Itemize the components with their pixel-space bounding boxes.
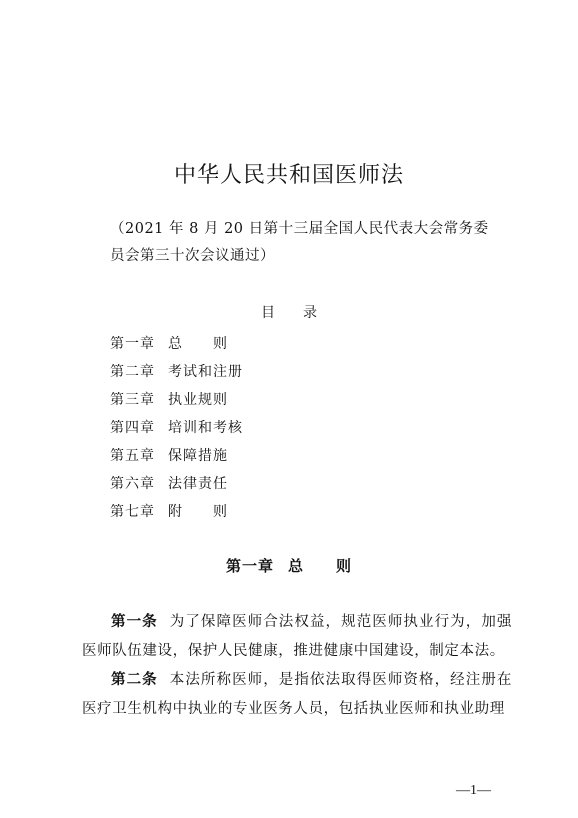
toc-chapter-name: 总 则: [168, 336, 228, 352]
chapter-heading: [0, 555, 578, 576]
toc-chapter-number: 第七章: [110, 504, 155, 520]
toc-chapter-name: 培训和考核: [168, 420, 243, 436]
toc-chapter-number: 第一章: [110, 336, 155, 352]
toc-chapter-name: 法律责任: [168, 476, 228, 492]
toc-chapter-number: 第三章: [110, 392, 155, 408]
article-label: 第一条: [111, 614, 158, 630]
toc-heading-char-2: 录: [303, 305, 317, 321]
toc-item[interactable]: [110, 498, 243, 526]
toc-item[interactable]: [110, 414, 243, 442]
toc-item[interactable]: [110, 386, 243, 414]
adoption-note-line-2: 员会第三十次会议通过）: [110, 248, 275, 264]
toc-item[interactable]: [110, 442, 243, 470]
toc-chapter-name: 考试和注册: [168, 364, 243, 380]
toc-chapter-number: 第四章: [110, 420, 155, 436]
article-text: 本法所称医师，是指依法取得医师资格，经注册在医疗卫生机构中执业的专业医务人员，包括执业医师和执业助理: [82, 672, 512, 717]
adoption-note: [110, 216, 530, 270]
toc-chapter-number: 第二章: [110, 364, 155, 380]
toc-item[interactable]: [110, 358, 243, 386]
chapter-body: [82, 608, 512, 724]
article-label: 第二条: [111, 672, 158, 688]
toc-item[interactable]: [110, 470, 243, 498]
chapter-number: 第一章: [225, 557, 274, 575]
table-of-contents: [110, 330, 243, 526]
toc-chapter-name: 附 则: [168, 504, 228, 520]
toc-chapter-number: 第六章: [110, 476, 155, 492]
toc-chapter-name: 保障措施: [168, 448, 228, 464]
toc-heading-char-1: 目: [261, 305, 275, 321]
toc-chapter-number: 第五章: [110, 448, 155, 464]
toc-chapter-name: 执业规则: [168, 392, 228, 408]
toc-heading: [0, 302, 578, 322]
chapter-title: 总 则: [288, 557, 353, 575]
article-paragraph: [82, 666, 512, 724]
toc-item[interactable]: [110, 330, 243, 358]
page-number: —1—: [456, 783, 491, 798]
adoption-note-line-1: （2021 年 8 月 20 日第十三届全国人民代表大会常务委: [110, 221, 489, 237]
document-title: 中华人民共和国医师法: [173, 163, 404, 188]
article-text: 为了保障医师合法权益，规范医师执业行为，加强医师队伍建设，保护人民健康，推进健康中国建设，制定本法。: [82, 614, 512, 659]
article-paragraph: [82, 608, 512, 666]
